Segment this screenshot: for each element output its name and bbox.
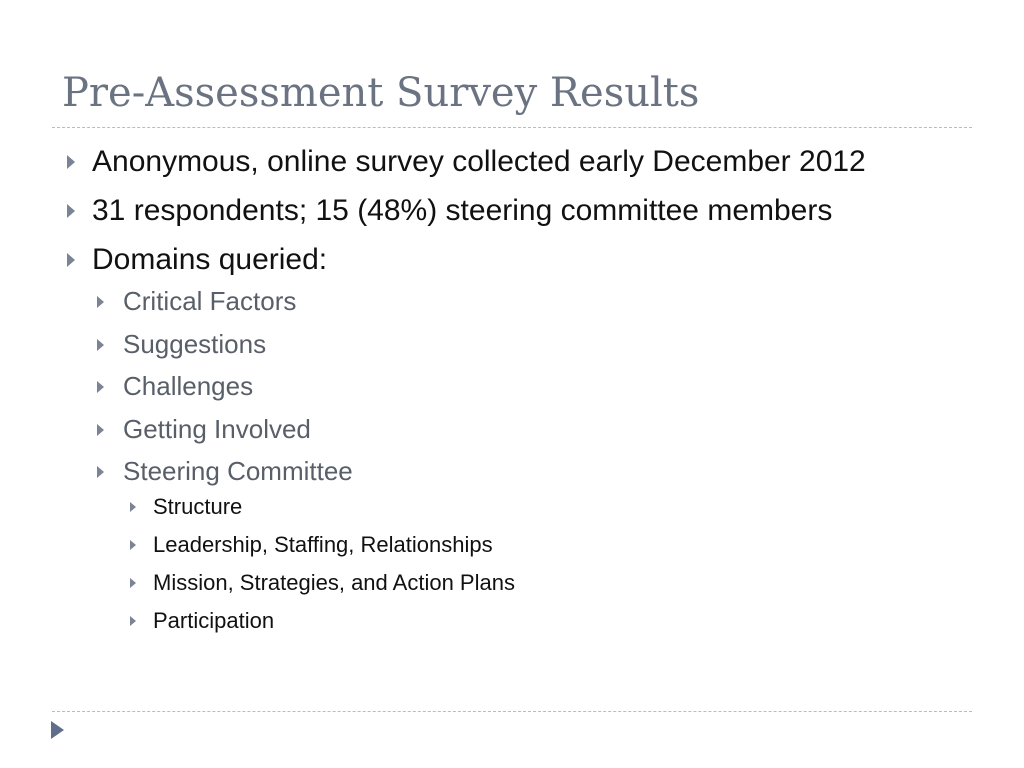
sub-sub-bullet-participation: [60, 607, 960, 635]
sub-sub-bullet-structure: [60, 493, 960, 521]
bullet-text: Anonymous, online survey collected early December 2012: [92, 145, 866, 178]
triangle-bullet-icon: [130, 616, 136, 626]
sub-sub-bullet-text: Structure: [153, 494, 243, 519]
triangle-bullet-icon: [67, 204, 75, 218]
sub-bullet-steering-committee: [60, 455, 960, 487]
sub-sub-bullet-text: Mission, Strategies, and Action Plans: [153, 570, 515, 595]
bullet-item-respondents: [60, 191, 960, 230]
sub-bullet-text: Steering Committee: [123, 456, 353, 486]
sub-bullet-getting-involved: [60, 413, 960, 445]
sub-bullet-critical-factors: [60, 285, 960, 317]
sub-sub-bullet-leadership: [60, 531, 960, 559]
triangle-bullet-icon: [97, 339, 104, 351]
sub-sub-bullet-text: Participation: [153, 608, 275, 633]
sub-bullet-text: Critical Factors: [123, 286, 297, 316]
triangle-bullet-icon: [97, 296, 104, 308]
bullet-list: [60, 142, 960, 645]
sub-sub-bullet-text: Leadership, Staffing, Relationships: [153, 532, 493, 557]
triangle-bullet-icon: [67, 155, 75, 169]
next-slide-arrow-icon[interactable]: [51, 721, 64, 739]
triangle-bullet-icon: [130, 502, 136, 512]
title-divider: [52, 127, 972, 128]
sub-bullet-text: Suggestions: [123, 328, 267, 359]
footer-divider: [52, 711, 972, 712]
sub-bullet-text: Getting Involved: [123, 413, 311, 444]
triangle-bullet-icon: [67, 253, 75, 267]
triangle-bullet-icon: [97, 466, 104, 478]
bullet-text: 31 respondents; 15 (48%) steering committee members: [92, 194, 833, 227]
bullet-item-survey: [60, 142, 960, 181]
triangle-bullet-icon: [97, 381, 104, 393]
slide-title: Pre-Assessment Survey Results: [62, 70, 700, 116]
sub-bullet-challenges: [60, 370, 960, 402]
bullet-text: Domains queried:: [92, 243, 328, 276]
triangle-bullet-icon: [130, 578, 136, 588]
triangle-bullet-icon: [130, 540, 136, 550]
triangle-bullet-icon: [97, 424, 104, 436]
sub-bullet-text: Challenges: [123, 371, 254, 401]
sub-sub-bullet-mission: [60, 569, 960, 597]
bullet-item-domains: [60, 240, 960, 279]
sub-bullet-suggestions: [60, 328, 960, 360]
